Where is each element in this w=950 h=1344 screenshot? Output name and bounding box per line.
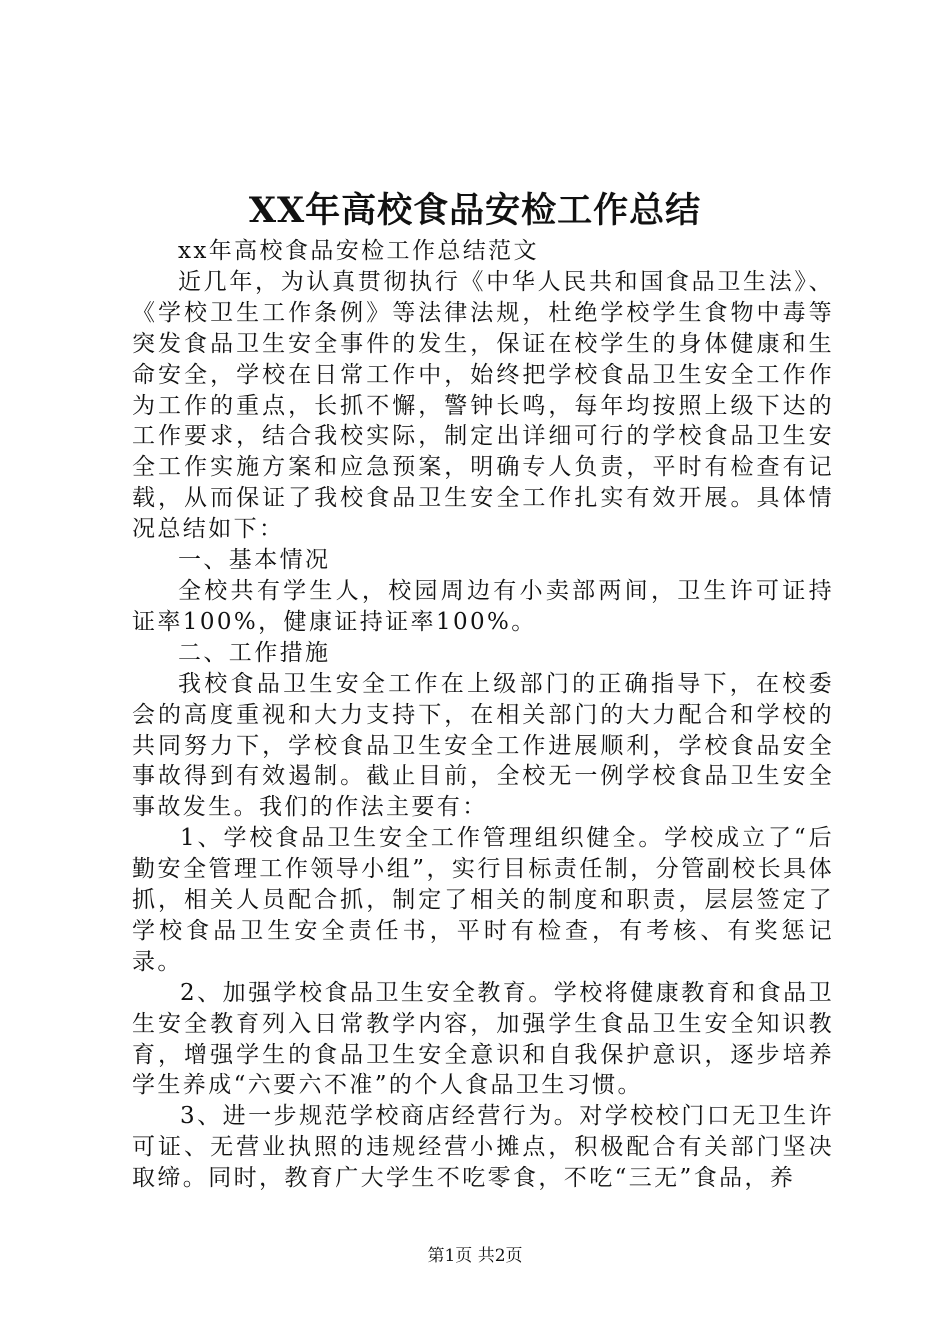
paragraph-basic: 全校共有学生人，校园周边有小卖部两间，卫生许可证持证率100%，健康证持证率100%。 bbox=[132, 577, 834, 635]
page-footer: 第1页 共2页 bbox=[427, 1246, 523, 1266]
section-heading-basic: 一、基本情况 bbox=[178, 547, 331, 574]
paragraph-measures: 我校食品卫生安全工作在上级部门的正确指导下，在校委会的高度重视和大力支持下，在相关部门的大力配合和学校的共同努力下，学校食品卫生安全工作进展顺利，学校食品安全事故得到有效遏制。截止目前，全校无一例学校食品卫生安全事故发生。我们的作法主要有： bbox=[132, 670, 834, 821]
paragraph-item-1: 1、学校食品卫生安全工作管理组织健全。学校成立了“后勤安全管理工作领导小组”，实行目标责任制，分管副校长具体抓，相关人员配合抓，制定了相关的制度和职责，层层签定了学校食品卫生安全责任书，平时有检查，有考核、有奖惩记录。 bbox=[132, 825, 834, 975]
section-heading-measures: 二、工作措施 bbox=[178, 639, 331, 666]
paragraph-intro: 近几年，为认真贯彻执行《中华人民共和国食品卫生法》、《学校卫生工作条例》等法律法规，杜绝学校学生食物中毒等突发食品卫生安全事件的发生，保证在校学生的身体健康和生命安全，学校在日常工作中，始终把学校食品卫生安全工作作为工作的重点，长抓不懈，警钟长鸣，每年均按照上级下达的工作要求，结合我校实际，制定出详细可行的学校食品卫生安全工作实施方案和应急预案，明确专人负责，平时有检查有记载，从而保证了我校食品卫生安全工作扎实有效开展。具体情况总结如下： bbox=[132, 268, 834, 543]
document-title: XX年高校食品安检工作总结 bbox=[248, 190, 702, 231]
document-body bbox=[132, 236, 834, 1194]
paragraph-subtitle: xx年高校食品安检工作总结范文 bbox=[178, 238, 539, 264]
paragraph-item-2: 2、加强学校食品卫生安全教育。学校将健康教育和食品卫生安全教育列入日常教学内容，加强学生食品卫生安全知识教育，增强学生的食品卫生安全意识和自我保护意识，逐步培养学生养成“六要六不准”的个人食品卫生习惯。 bbox=[132, 979, 834, 1099]
paragraph-item-3: 3、进一步规范学校商店经营行为。对学校校门口无卫生许可证、无营业执照的违规经营小摊点，积极配合有关部门坚决取缔。同时，教育广大学生不吃零食，不吃“三无”食品，养 bbox=[132, 1103, 834, 1192]
